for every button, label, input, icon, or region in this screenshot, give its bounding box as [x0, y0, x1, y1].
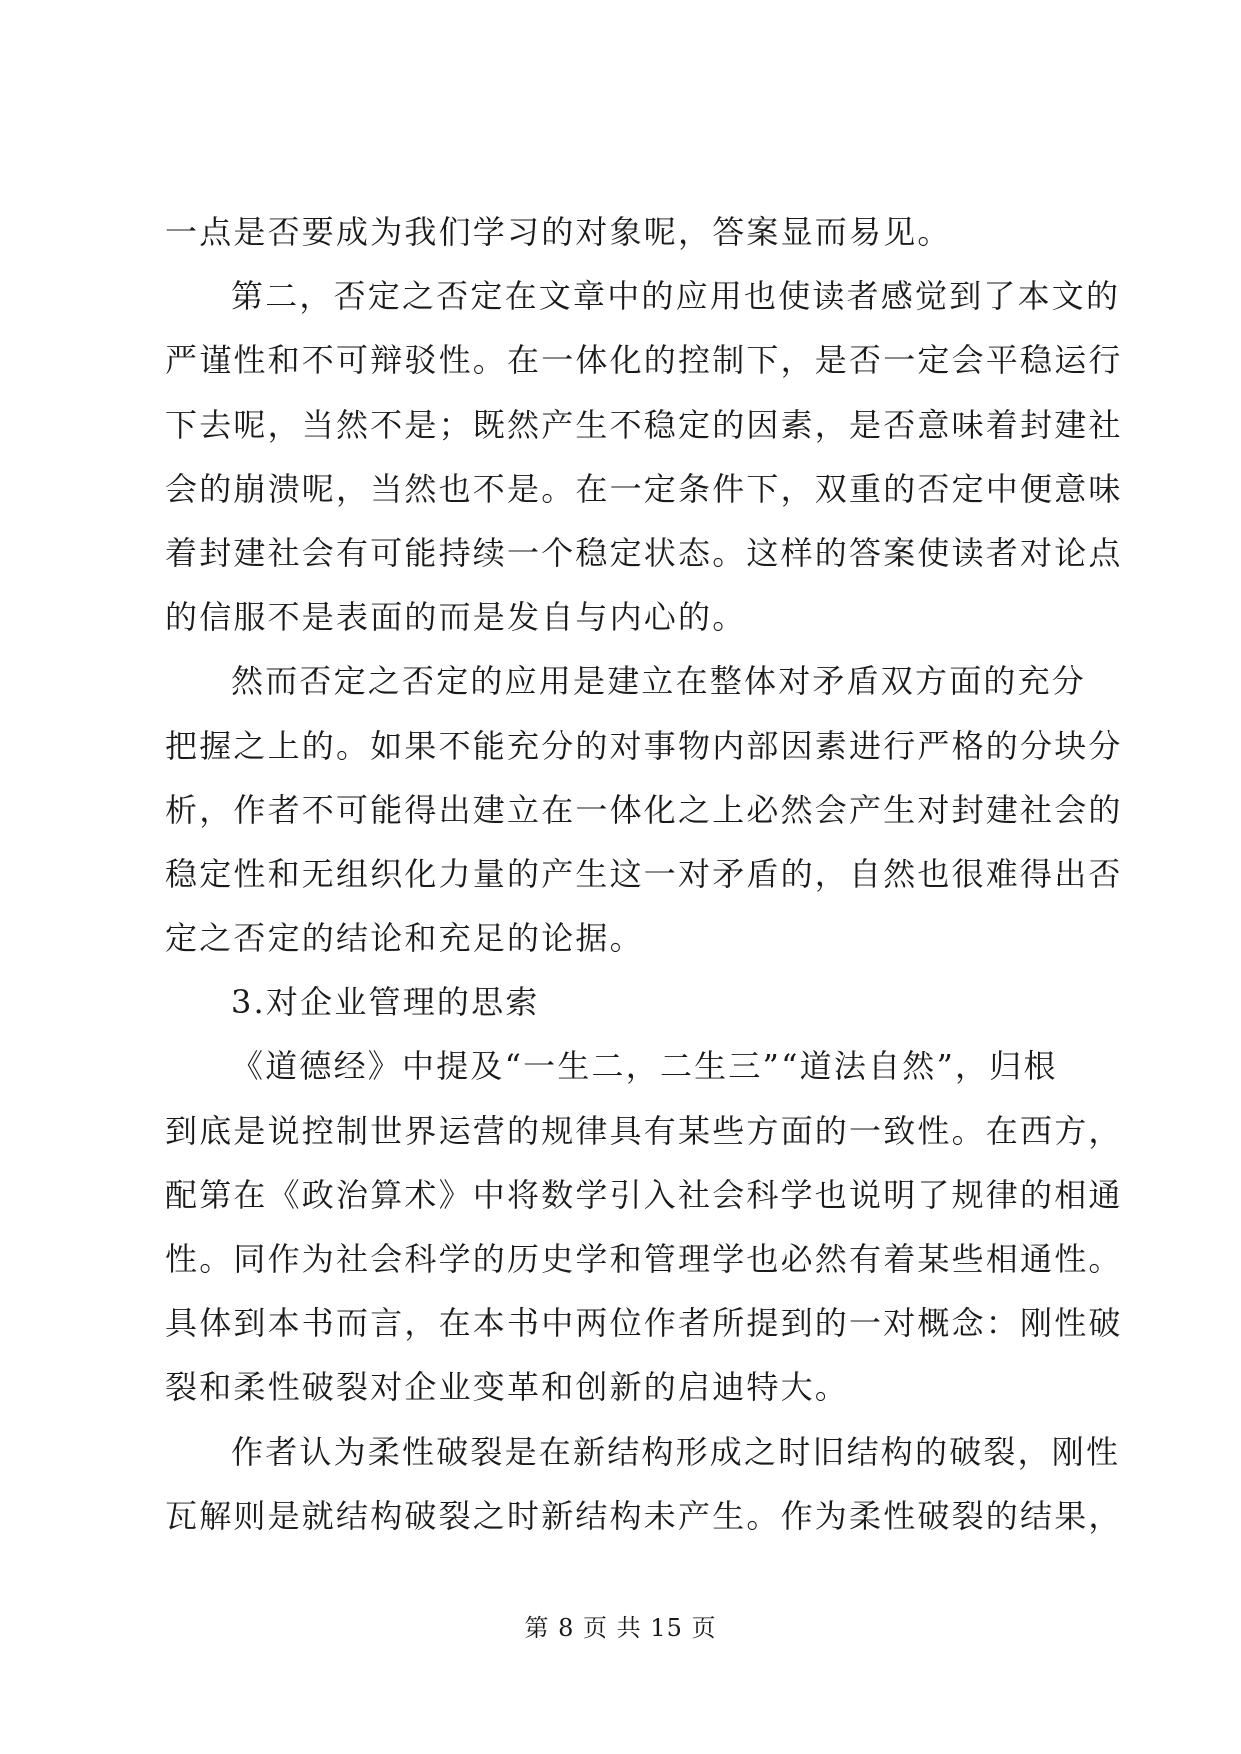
text-line: 裂和柔性破裂对企业变革和创新的启迪特大。 [165, 1368, 850, 1407]
text-line: 第二，否定之否定在文章中的应用也使读者感觉到了本文的 [231, 277, 1121, 316]
text-line: 定之否定的结论和充足的论据。 [165, 919, 644, 958]
text-line: 严谨性和不可辩驳性。在一体化的控制下，是否一定会平稳运行 [165, 341, 1123, 380]
text-line: 析，作者不可能得出建立在一体化之上必然会产生对封建社会的 [165, 790, 1123, 829]
text-line: 《道德经》中提及“一生二，二生三”“道法自然”，归根 [231, 1047, 1058, 1086]
text-line: 着封建社会有可能持续一个稳定状态。这样的答案使读者对论点 [165, 533, 1123, 572]
text-line: 下去呢，当然不是；既然产生不稳定的因素，是否意味着封建社 [165, 405, 1123, 444]
text-line: 稳定性和无组织化力量的产生这一对矛盾的，自然也很难得出否 [165, 854, 1123, 893]
section-heading: 3.对企业管理的思索 [231, 983, 540, 1022]
text-line: 作者认为柔性破裂是在新结构形成之时旧结构的破裂，刚性 [231, 1432, 1121, 1471]
text-line: 把握之上的。如果不能充分的对事物内部因素进行严格的分块分 [165, 726, 1123, 765]
text-line: 到底是说控制世界运营的规律具有某些方面的一致性。在西方， [165, 1111, 1123, 1150]
body-text [165, 200, 1123, 1548]
text-line: 具体到本书而言，在本书中两位作者所提到的一对概念：刚性破 [165, 1304, 1123, 1343]
text-line: 性。同作为社会科学的历史学和管理学也必然有着某些相通性。 [165, 1240, 1123, 1278]
text-line: 一点是否要成为我们学习的对象呢，答案显而易见。 [165, 213, 952, 251]
text-line: 然而否定之否定的应用是建立在整体对矛盾双方面的充分 [231, 662, 1087, 701]
text-line: 的信服不是表面的而是发自与内心的。 [165, 598, 747, 637]
text-line: 会的崩溃呢，当然也不是。在一定条件下，双重的否定中便意味 [165, 469, 1123, 508]
page-number-footer: 第 8 页 共 15 页 [524, 1614, 717, 1642]
text-line: 配第在《政治算术》中将数学引入社会科学也说明了规律的相通 [165, 1175, 1123, 1214]
text-line: 瓦解则是就结构破裂之时新结构未产生。作为柔性破裂的结果， [165, 1496, 1123, 1535]
